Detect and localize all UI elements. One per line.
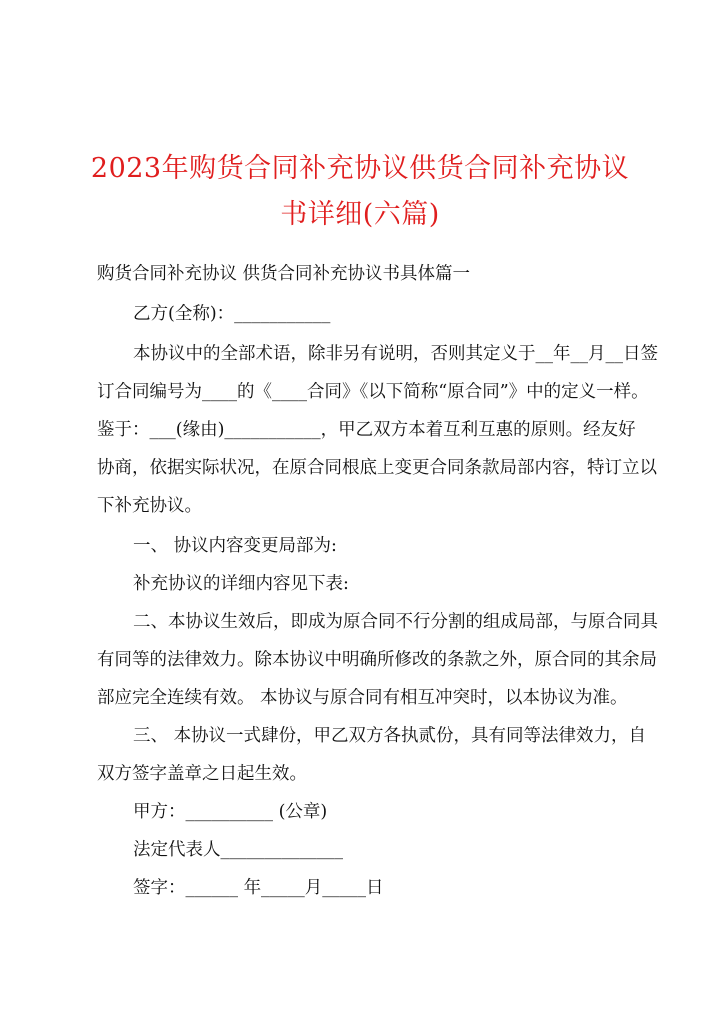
party-a-signature-line: 甲方：__________ (公章) [133,802,328,822]
paragraph-line: 有同等的法律效力。除本协议中明确所修改的条款之外，原合同的其余局 [97,650,657,670]
paragraph-line: 双方签字盖章之日起生效。 [97,764,307,784]
title-line-1: 2023年购货合同补充协议供货合同补充协议 [90,153,630,184]
paragraph-line: 协商，依据实际状况，在原合同根底上变更合同条款局部内容，特订立以 [97,458,657,478]
paragraph-line: 三、 本协议一式肆份，甲乙双方各执贰份，具有同等法律效力，自 [133,726,647,746]
legal-representative-line: 法定代表人______________ [133,840,343,860]
signature-date-line: 签字：______ 年_____月_____日 [133,878,384,898]
paragraph-line: 鉴于：___(缘由)___________，甲乙双方本着互利互惠的原则。经友好 [97,420,636,440]
document-title [90,146,630,238]
paragraph-line: 订合同编号为____的《____合同》《以下简称“原合同”》中的定义一样。 [97,382,649,402]
paragraph-line: 部应完全连续有效。 本协议与原合同有相互冲突时，以本协议为准。 [97,688,628,708]
section-heading: 购货合同补充协议 供货合同补充协议书具体篇一 [97,264,471,284]
supplement-details-line: 补充协议的详细内容见下表: [133,574,349,594]
title-line-2: 书详细(六篇) [280,199,440,230]
party-b-line: 乙方(全称)：___________ [133,304,331,324]
paragraph-line: 二、本协议生效后，即成为原合同不行分割的组成局部，与原合同具 [133,612,658,632]
paragraph-line: 本协议中的全部术语，除非另有说明，否则其定义于__年__月__日签 [133,344,658,364]
paragraph-line: 下补充协议。 [97,496,202,516]
clause-one-heading: 一、 协议内容变更局部为: [133,536,337,556]
